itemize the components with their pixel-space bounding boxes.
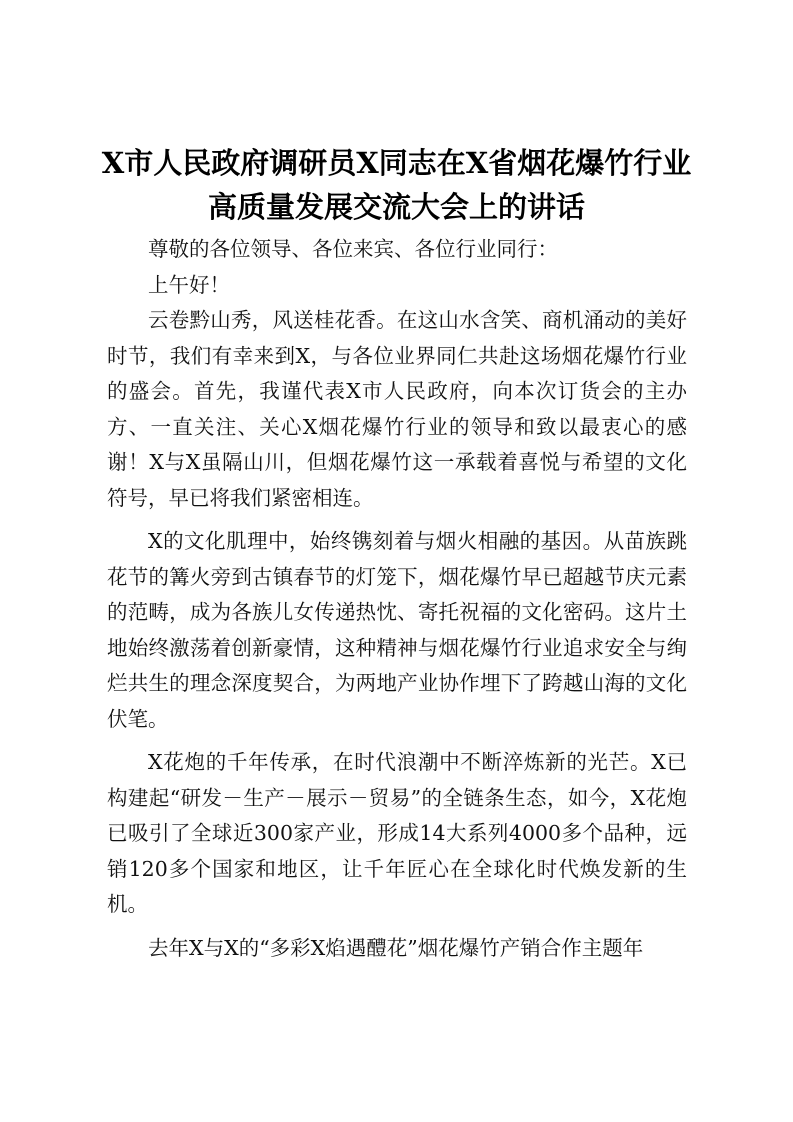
paragraph: 云卷黔山秀，风送桂花香。在这山水含笑、商机涌动的美好时节，我们有幸来到X，与各位业界同仁共赴这场烟花爆竹行业的盛会。首先，我谨代表X市人民政府，向本次订货会的主办方、一直关注、关心X烟花爆竹行业的领导和致以最衷心的感谢！X与X虽隔山川，但烟花爆竹这一承载着喜悦与希望的文化符号，早已将我们紧密相连。 xyxy=(107,308,687,510)
greeting: 上午好！ xyxy=(148,272,230,297)
salutation: 尊敬的各位领导、各位来宾、各位行业同行： xyxy=(148,237,558,261)
paragraph: X花炮的千年传承，在时代浪潮中不断淬炼新的光芒。X已构建起“研发－生产－展示－贸易”的全链条生态，如今，X花炮已吸引了全球近300家产业，形成14大系列4000多个品种，远销120多个国家和地区，让千年匠心在全球化时代焕发新的生机。 xyxy=(107,750,687,916)
paragraph: 去年X与X的“多彩X焰遇醴花”烟花爆竹产销合作主题年 xyxy=(148,935,644,960)
document-body xyxy=(107,232,687,974)
document-title: X市人民政府调研员X同志在X省烟花爆竹行业高质量发展交流大会上的讲话 xyxy=(101,146,692,224)
paragraph: X的文化肌理中，始终镌刻着与烟火相融的基因。从苗族跳花节的篝火旁到古镇春节的灯笼下，烟花爆竹早已超越节庆元素的范畴，成为各族儿女传递热忱、寄托祝福的文化密码。这片土地始终激荡着创新豪情，这种精神与烟花爆竹行业追求安全与绚烂共生的理念深度契合，为两地产业协作埋下了跨越山海的文化伏笔。 xyxy=(107,529,687,731)
